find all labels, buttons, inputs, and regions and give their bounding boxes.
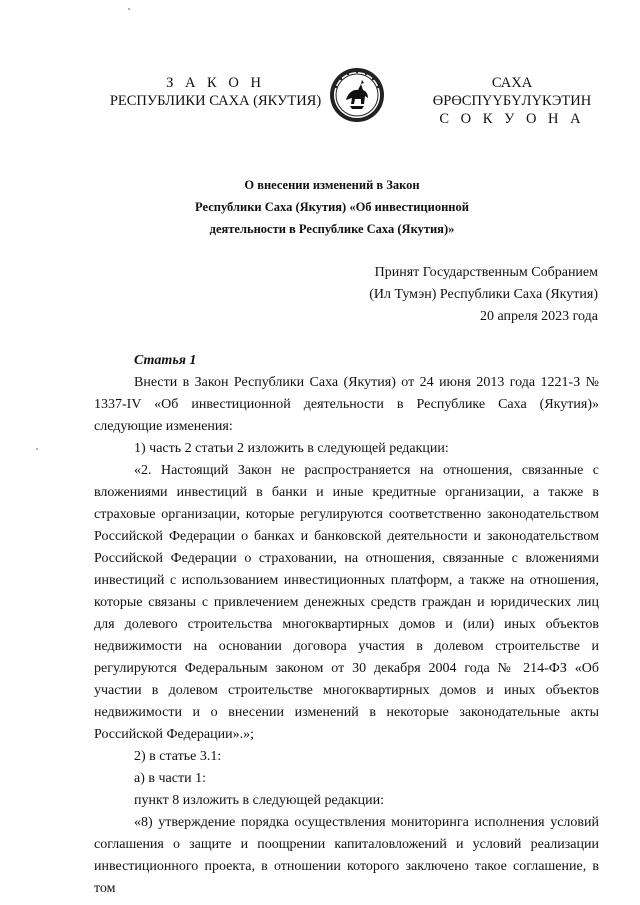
document-title [160, 174, 504, 240]
title-line3: деятельности в Республике Саха (Якутия)» [209, 222, 455, 236]
adopted-date: 20 апреля 2023 года [480, 309, 598, 324]
amendment-quote-1: «2. Настоящий Закон не распространяется на отношения, связанные с вложениями инвестиций в банки и иные кредитные организации, а также в страховые организации, которые регулируются соответственно законодательством Российской Федерации о банках и банковской деятельности и законодательством Российской Федерации о страховании, на отношения, связанные с вложениями инвестиций с использованием инвестиционных платформ, а также на отношения, которые связаны с привлечением денежных средств граждан и юридических лиц для долевого строительства многоквартирных домов и (или) иных объектов недвижимости на основании договора участия в долевом строительстве и регулируются Федеральным законом от 30 декабря 2004 года № 214-ФЗ «Об участии в долевом строительстве многоквартирных домов и иных объектов недвижимости и о внесении изменений в некоторые законодательные акты Российской Федерации».»; [94, 463, 599, 742]
article-heading: Статья 1 [134, 353, 197, 368]
header-right [412, 74, 612, 128]
adoption-block [369, 262, 598, 328]
article-body [94, 350, 599, 900]
coat-of-arms-icon [328, 66, 386, 124]
amendment-item-1: 1) часть 2 статьи 2 изложить в следующей редакции: [134, 441, 449, 456]
header-left [108, 74, 323, 110]
scan-speck [36, 448, 38, 450]
title-line1: О внесении изменений в Закон [244, 178, 420, 192]
amendment-item-2a-text: пункт 8 изложить в следующей редакции: [134, 793, 384, 808]
header-right-line1: САХА ӨРӨСПҮҮБҮЛҮКЭТИН [432, 75, 592, 109]
amendment-item-2a: а) в части 1: [134, 771, 206, 786]
article-intro: Внести в Закон Республики Саха (Якутия) от 24 июня 2013 года 1221-З № 1337-IV «Об инвестиционной деятельности в Республике Саха (Якутия)» следующие изменения: [94, 375, 599, 434]
header-left-line2: РЕСПУБЛИКИ САХА (ЯКУТИЯ) [109, 93, 322, 109]
amendment-quote-2: «8) утверждение порядка осуществления мониторинга исполнения условий соглашения о защите и поощрении капиталовложений и условий реализации инвестиционного проекта, в отношении которого заключено такое соглашение, в том [94, 815, 599, 896]
amendment-item-2: 2) в статье 3.1: [134, 749, 222, 764]
adopted-line1: Принят Государственным Собранием [374, 265, 598, 280]
title-line2: Республики Саха (Якутия) «Об инвестиционной [195, 200, 469, 214]
header-right-line2: С О К У О Н А [439, 111, 585, 127]
header-left-line1: З А К О Н [166, 75, 265, 91]
adopted-line2: (Ил Тумэн) Республики Саха (Якутия) [369, 287, 598, 302]
scan-speck [128, 8, 130, 10]
